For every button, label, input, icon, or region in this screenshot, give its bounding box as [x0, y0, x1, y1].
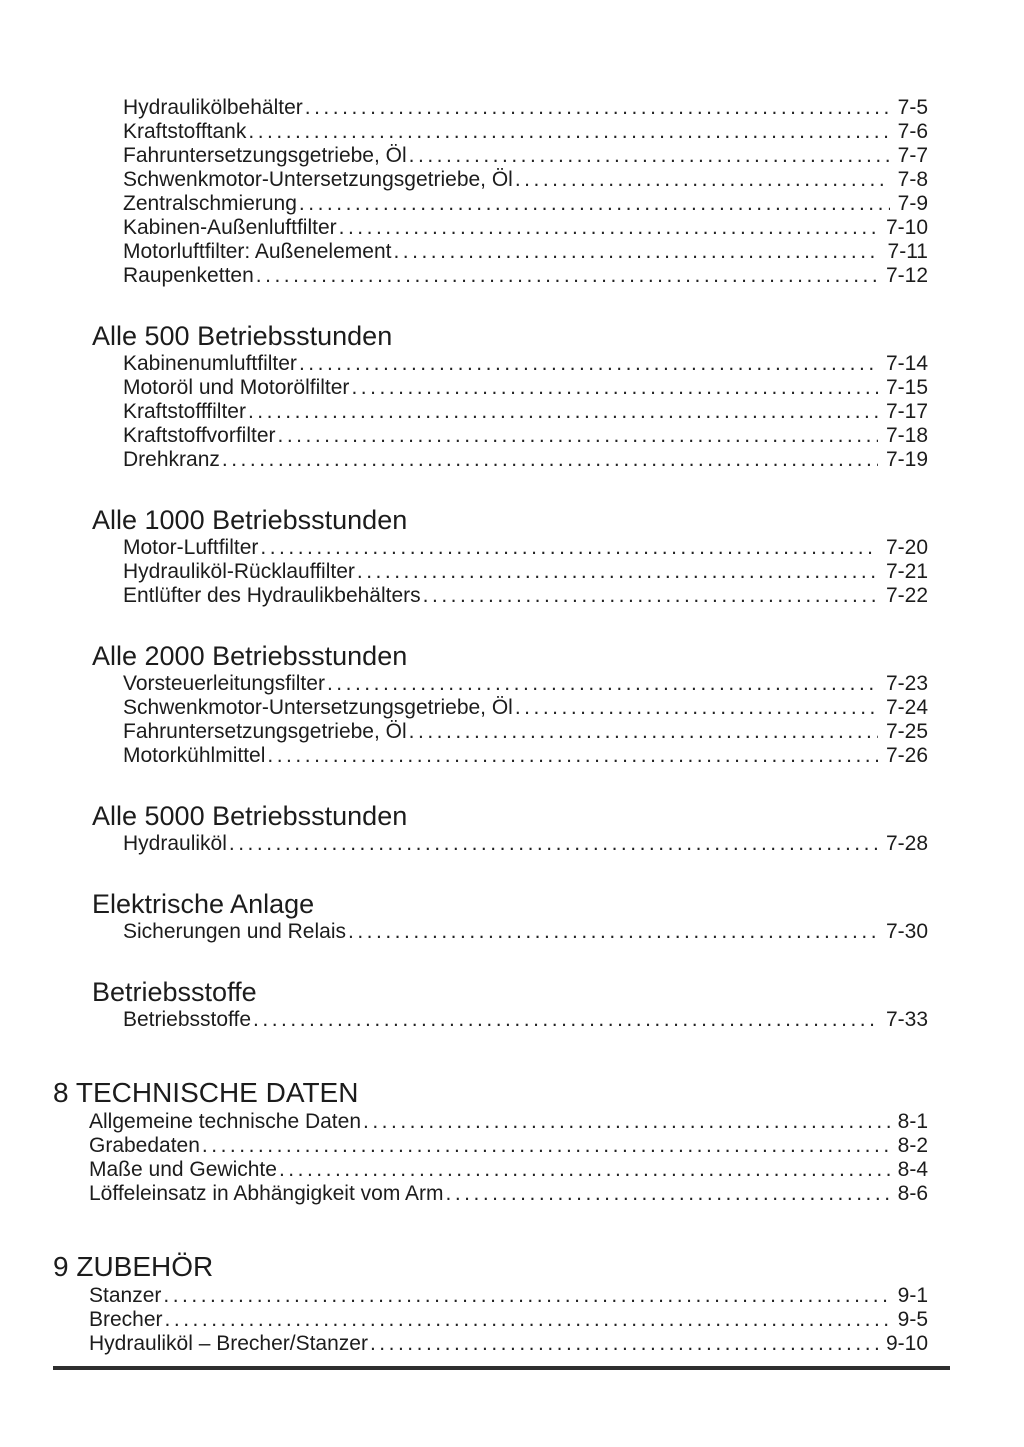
footer-rule — [53, 1366, 950, 1370]
toc-entry-label: Motorkühlmittel — [123, 744, 266, 767]
toc-entry-page: 7-15 — [885, 376, 928, 399]
toc-item-group — [89, 1284, 928, 1356]
toc-entry-label: Fahruntersetzungsgetriebe, Öl — [123, 720, 407, 743]
toc-entry — [123, 672, 928, 696]
toc-entry — [89, 1158, 928, 1182]
toc-leader-dots — [351, 376, 878, 400]
toc-entry — [123, 264, 928, 288]
toc-entry-page: 7-6 — [897, 120, 928, 143]
toc-leader-dots — [305, 96, 890, 120]
toc-leader-dots — [256, 264, 878, 288]
toc-leader-dots — [163, 1284, 889, 1308]
toc-entry-page: 7-19 — [885, 448, 928, 471]
toc-entry-label: Hydraulikölbehälter — [123, 96, 303, 119]
toc-entry-label: Hydrauliköl-Rücklauffilter — [123, 560, 355, 583]
toc-entry — [123, 1008, 928, 1032]
toc-leader-dots — [339, 216, 878, 240]
toc-entry-page: 7-23 — [885, 672, 928, 695]
toc-entry-label: Schwenkmotor-Untersetzungsgetriebe, Öl — [123, 696, 513, 719]
toc-entry-label: Kabinen-Außenluftfilter — [123, 216, 337, 239]
toc-leader-dots — [409, 144, 890, 168]
toc-entry-label: Hydrauliköl — [123, 832, 227, 855]
toc-entry — [123, 216, 928, 240]
toc-entry-page: 7-30 — [885, 920, 928, 943]
toc-entry-page: 8-1 — [897, 1110, 928, 1133]
toc-leader-dots — [299, 352, 878, 376]
toc-entry-page: 7-28 — [885, 832, 928, 855]
toc-entry-label: Motoröl und Motorölfilter — [123, 376, 350, 399]
toc-entry-label: Raupenketten — [123, 264, 254, 287]
toc-entry-label: Sicherungen und Relais — [123, 920, 346, 943]
section-heading: Elektrische Anlage — [92, 889, 315, 919]
toc-entry — [89, 1182, 928, 1206]
toc-entry-label: Brecher — [89, 1308, 163, 1331]
toc-entry-page: 7-9 — [897, 192, 928, 215]
toc-entry-label: Stanzer — [89, 1284, 162, 1307]
toc-entry-page: 7-18 — [885, 424, 928, 447]
toc-entry-page: 7-25 — [885, 720, 928, 743]
toc-leader-dots — [348, 920, 878, 944]
toc-leader-dots — [253, 1008, 878, 1032]
toc-entry-label: Zentralschmierung — [123, 192, 297, 215]
toc-entry-label: Allgemeine technische Daten — [89, 1110, 361, 1133]
toc-entry-label: Vorsteuerleitungsfilter — [123, 672, 325, 695]
toc-leader-dots — [327, 672, 878, 696]
toc-entry — [123, 696, 928, 720]
toc-entry-page: 8-4 — [897, 1158, 928, 1181]
section-heading: Alle 5000 Betriebsstunden — [92, 801, 408, 831]
toc-entry-page: 7-17 — [885, 400, 928, 423]
toc-entry-label: Drehkranz — [123, 448, 220, 471]
toc-item-group — [123, 832, 928, 856]
toc-item-group — [89, 1110, 928, 1206]
chapter-heading: 9 ZUBEHÖR — [53, 1251, 214, 1282]
toc-leader-dots — [248, 120, 889, 144]
toc-entry — [123, 352, 928, 376]
toc-entry-page: 7-33 — [885, 1008, 928, 1031]
toc-entry — [123, 120, 928, 144]
toc-leader-dots — [229, 832, 878, 856]
chapter-heading: 8 TECHNISCHE DATEN — [53, 1077, 359, 1108]
toc-leader-dots — [363, 1110, 890, 1134]
toc-leader-dots — [393, 240, 879, 264]
toc-entry — [123, 448, 928, 472]
toc-item-group — [123, 920, 928, 944]
toc-entry-page: 8-2 — [897, 1134, 928, 1157]
section-heading: Alle 1000 Betriebsstunden — [92, 505, 408, 535]
toc-entry-label: Betriebsstoffe — [123, 1008, 252, 1031]
toc-entry-label: Fahruntersetzungsgetriebe, Öl — [123, 144, 407, 167]
toc-entry — [89, 1134, 928, 1158]
toc-leader-dots — [202, 1134, 890, 1158]
toc-entry — [123, 96, 928, 120]
toc-entry — [89, 1332, 928, 1356]
section-heading: Alle 500 Betriebsstunden — [92, 321, 393, 351]
toc-entry — [123, 920, 928, 944]
toc-entry — [123, 240, 928, 264]
toc-entry-label: Motor-Luftfilter — [123, 536, 259, 559]
toc-item-group — [123, 352, 928, 472]
toc-leader-dots — [222, 448, 878, 472]
toc-leader-dots — [267, 744, 878, 768]
section-heading: Alle 2000 Betriebsstunden — [92, 641, 408, 671]
toc-entry-label: Schwenkmotor-Untersetzungsgetriebe, Öl — [123, 168, 513, 191]
toc-entry-page: 7-7 — [897, 144, 928, 167]
toc-leader-dots — [370, 1332, 878, 1356]
toc-entry-page: 7-12 — [885, 264, 928, 287]
toc-entry-page: 7-24 — [885, 696, 928, 719]
toc-entry-label: Löffeleinsatz in Abhängigkeit vom Arm — [89, 1182, 444, 1205]
toc-entry — [123, 720, 928, 744]
toc-leader-dots — [299, 192, 890, 216]
toc-entry-page: 7-10 — [885, 216, 928, 239]
toc-leader-dots — [515, 696, 878, 720]
toc-leader-dots — [248, 400, 878, 424]
toc-entry-page: 9-5 — [897, 1308, 928, 1331]
toc-entry-page: 9-10 — [885, 1332, 928, 1355]
toc-entry — [89, 1110, 928, 1134]
toc-entry-label: Kraftstofftank — [123, 120, 247, 143]
toc-entry — [123, 536, 928, 560]
toc-leader-dots — [278, 424, 878, 448]
toc-entry — [123, 832, 928, 856]
toc-entry — [123, 192, 928, 216]
toc-entry-page: 7-26 — [885, 744, 928, 767]
toc-entry — [89, 1308, 928, 1332]
toc-entry — [123, 168, 928, 192]
toc-entry-page: 7-11 — [887, 240, 928, 263]
toc-entry-page: 9-1 — [897, 1284, 928, 1307]
toc-entry-label: Grabedaten — [89, 1134, 200, 1157]
toc-item-group — [123, 96, 928, 288]
toc-entry-label: Maße und Gewichte — [89, 1158, 277, 1181]
toc-entry — [123, 584, 928, 608]
toc-entry — [123, 376, 928, 400]
toc-entry-page: 8-6 — [897, 1182, 928, 1205]
toc-entry-label: Motorluftfilter: Außenelement — [123, 240, 392, 263]
toc-entry — [123, 144, 928, 168]
toc-entry-page: 7-14 — [885, 352, 928, 375]
toc-entry-label: Kabinenumluftfilter — [123, 352, 297, 375]
toc-leader-dots — [446, 1182, 890, 1206]
toc-entry-label: Kraftstofffilter — [123, 400, 246, 423]
toc-entry-page: 7-21 — [885, 560, 928, 583]
toc-entry-label: Entlüfter des Hydraulikbehälters — [123, 584, 421, 607]
toc-leader-dots — [279, 1158, 890, 1182]
toc-leader-dots — [409, 720, 878, 744]
toc-entry-label: Hydrauliköl – Brecher/Stanzer — [89, 1332, 368, 1355]
toc-item-group — [123, 536, 928, 608]
toc-item-group — [123, 672, 928, 768]
toc-leader-dots — [515, 168, 890, 192]
toc-entry-page: 7-5 — [897, 96, 928, 119]
toc-leader-dots — [423, 584, 878, 608]
section-heading: Betriebsstoffe — [92, 977, 257, 1007]
toc-leader-dots — [357, 560, 878, 584]
toc-entry — [123, 400, 928, 424]
toc-entry-label: Kraftstoffvorfilter — [123, 424, 276, 447]
toc-entry-page: 7-8 — [897, 168, 928, 191]
toc-item-group — [123, 1008, 928, 1032]
toc-entry-page: 7-22 — [885, 584, 928, 607]
toc-entry — [123, 744, 928, 768]
toc-leader-dots — [165, 1308, 890, 1332]
toc-entry — [123, 424, 928, 448]
toc-leader-dots — [260, 536, 878, 560]
table-of-contents — [53, 96, 928, 1356]
toc-entry-page: 7-20 — [885, 536, 928, 559]
toc-entry — [89, 1284, 928, 1308]
toc-entry — [123, 560, 928, 584]
